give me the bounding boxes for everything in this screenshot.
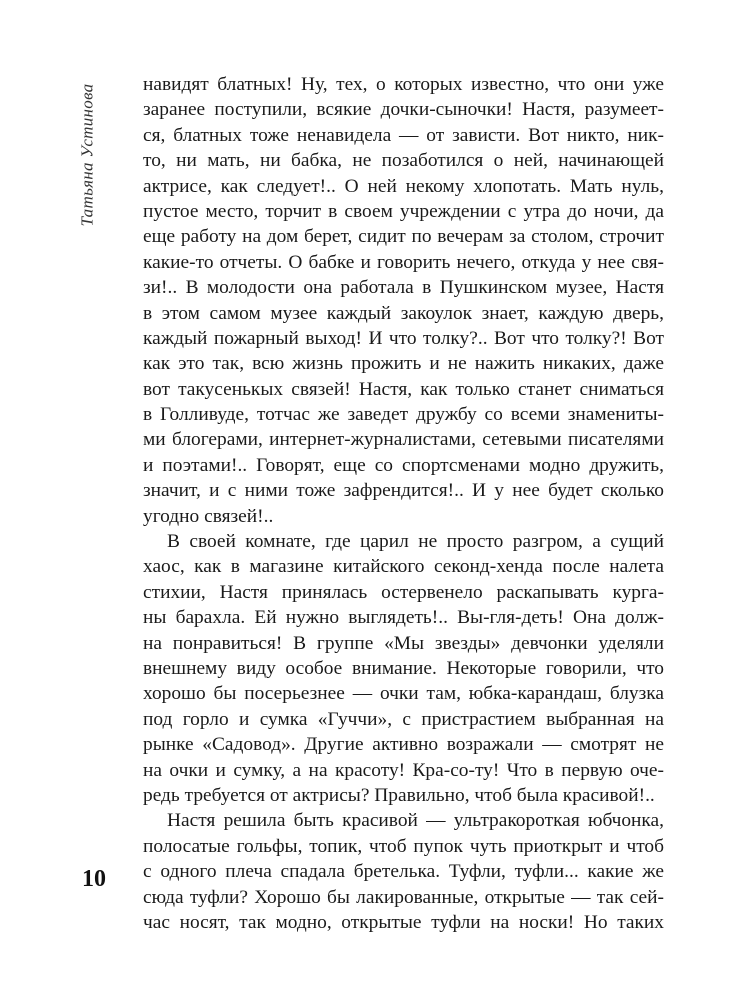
text-line: навидят блатных! Ну, тех, о которых известно, что они уже	[143, 74, 664, 95]
text-line: какие-то отчеты. О бабке и говорить нечего, откуда у нее свя-	[143, 251, 664, 273]
text-line: рынке «Садовод». Другие активно возражали — смотрят не	[143, 734, 664, 756]
text-line: стихии, Настя принялась остервенело раскапывать курга-	[143, 581, 664, 603]
text-line: хаос, как в магазине китайского секонд-хенда после налета	[143, 556, 664, 578]
text-line: вот такусенькых связей! Настя, как только станет сниматься	[143, 378, 664, 400]
text-line: полосатые гольфы, топик, чтоб пупок чуть приоткрыт и чтоб	[143, 835, 664, 857]
text-line: актрисе, как следует!.. О ней некому хлопотать. Мать нуль,	[143, 175, 664, 197]
text-line: ся, блатных тоже ненавидела — от зависти. Вот никто, ник-	[143, 124, 664, 146]
text-line: под горло и сумка «Гуччи», с пристрастием выбранная на	[143, 708, 664, 730]
text-line: Настя решила быть красивой — ультракороткая юбчонка,	[167, 810, 664, 832]
text-line: внешнему виду особое внимание. Некоторые говорили, что	[143, 657, 664, 679]
text-line: В своей комнате, где царил не просто разгром, а сущий	[167, 531, 664, 553]
text-line: пустое место, торчит в своем учреждении с утра до ночи, да	[143, 200, 664, 222]
text-line: ны барахла. Ей нужно выглядеть!.. Вы-гля-деть! Она долж-	[143, 607, 664, 629]
text-line: в Голливуде, тотчас же заведет дружбу со всеми знамениты-	[143, 404, 664, 426]
text-line: как это так, всю жизнь прожить и не нажить никаких, даже	[143, 353, 664, 375]
text-line: с одного плеча спадала бретелька. Туфли, туфли... какие же	[143, 861, 664, 883]
text-line: зи!.. В молодости она работала в Пушкинском музее, Настя	[143, 277, 664, 299]
page-number: 10	[82, 866, 106, 892]
text-line: значит, и с ними тоже зафрендится!.. И у нее будет сколько	[143, 480, 664, 502]
text-line: заранее поступили, всякие дочки-сыночки! Настя, разумеет-	[143, 99, 664, 121]
text-line: сюда туфли? Хорошо бы лакированные, открытые — так сей-	[143, 886, 664, 908]
text-line: редь требуется от актрисы? Правильно, чтоб была красивой!..	[143, 784, 655, 806]
text-line: час носят, так модно, открытые туфли на носки! Но таких	[143, 911, 664, 933]
text-line: на понравиться! В группе «Мы звезды» девчонки уделяли	[143, 632, 664, 654]
running-head-author: Татьяна Устинова	[77, 83, 96, 227]
running-head	[72, 70, 102, 240]
body-text	[143, 72, 664, 935]
text-line: ми блогерами, интернет-журналистами, сетевыми писателями	[143, 429, 664, 451]
text-line: на очки и сумку, а на красоту! Кра-со-ту! Что в первую оче-	[143, 759, 664, 781]
text-line: в этом самом музее каждый закоулок знает, каждую дверь,	[143, 302, 664, 324]
text-line: то, ни мать, ни бабка, не позаботился о ней, начинающей	[143, 150, 664, 172]
text-line: и поэтами!.. Говорят, еще со спортсменами модно дружить,	[143, 454, 664, 476]
text-line: еще работу на дом берет, сидит по вечерам за столом, строчит	[143, 226, 664, 248]
text-line: хорошо бы посерьезнее — очки там, юбка-карандаш, блузка	[143, 683, 664, 705]
text-line: угодно связей!..	[143, 505, 274, 527]
text-line: каждый пожарный выход! И что толку?.. Вот что толку?! Вот	[143, 327, 664, 349]
